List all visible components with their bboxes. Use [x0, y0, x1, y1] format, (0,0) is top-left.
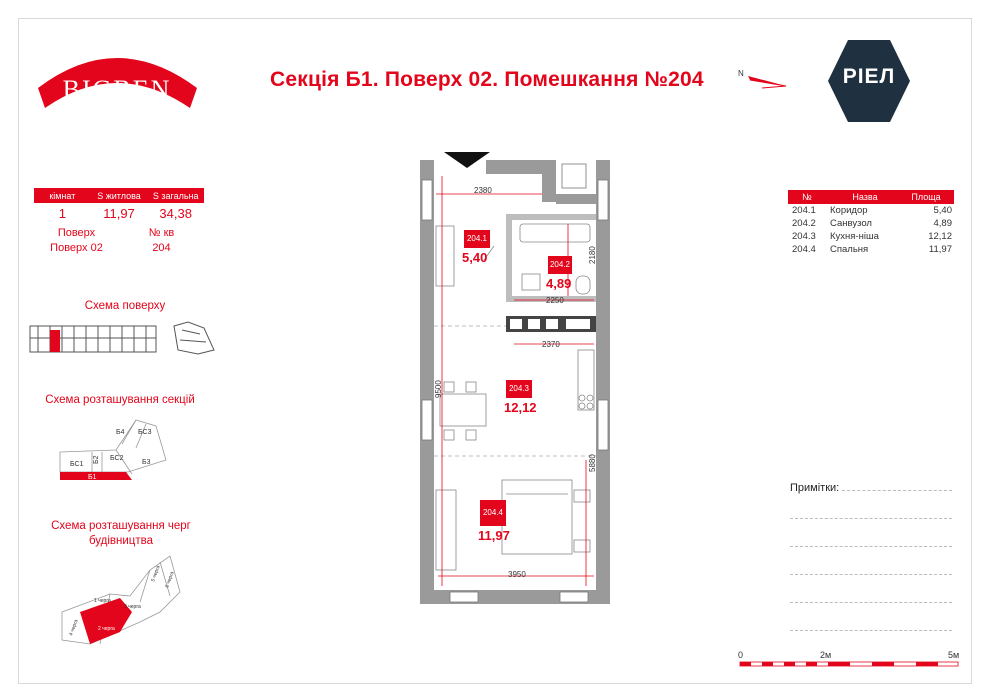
rooms-table [788, 190, 954, 256]
summary-header [34, 188, 204, 203]
rooms-header-name: Назва [852, 192, 878, 202]
bigben-logo-text: BIGBEN [62, 75, 172, 104]
section-label-bs1: БС1 [70, 461, 84, 468]
apartment-number-value: 204 [152, 242, 171, 254]
room-name: Спальня [830, 244, 869, 255]
entrance-arrow-icon [444, 152, 490, 168]
summary-total-value: 34,38 [159, 206, 192, 221]
stage-label-6: 6 черга [164, 570, 176, 589]
room-area: 5,40 [933, 205, 952, 216]
note-line [790, 574, 952, 575]
note-line [790, 602, 952, 603]
note-line [842, 490, 952, 491]
stage-label-2: 2 черга [98, 626, 115, 632]
apartment-summary [34, 188, 204, 254]
rooms-header-number: № [802, 192, 812, 202]
note-line [790, 518, 952, 519]
notes-label: Примітки: [790, 482, 840, 494]
summary-header-rooms: кімнат [49, 190, 76, 201]
north-arrow-icon [738, 66, 790, 96]
summary-header-total: S загальна [152, 190, 199, 201]
stage-label-5: 5 черга [150, 564, 162, 583]
table-row [788, 243, 954, 256]
table-row [788, 204, 954, 217]
floor-scheme-diagram [28, 320, 218, 356]
room-area: 4,89 [933, 218, 952, 229]
room-name: Санвузол [830, 218, 872, 229]
riel-logo-text: РІЕЛ [842, 65, 896, 88]
room-tag-204-2: 204.2 [548, 256, 572, 274]
page-title: Секція Б1. Поверх 02. Помешкання №204 [270, 68, 704, 91]
stages-scheme-title: Схема розташування черг будівництва [51, 520, 191, 547]
summary-floor-apt [34, 242, 204, 254]
floor-label: Поверх [57, 227, 96, 239]
apartment-number-label: № кв [148, 227, 175, 239]
dim-bedroom-width: 3950 [508, 570, 526, 579]
sections-scheme-title: Схема розташування секцій [45, 394, 195, 406]
sections-scheme-diagram [56, 410, 176, 490]
room-name: Коридор [830, 205, 868, 216]
table-row [788, 230, 954, 243]
floor-scheme-title: Схема поверху [84, 300, 166, 312]
room-area-204-2: 4,89 [546, 276, 572, 291]
section-label-bs3: БС3 [138, 429, 152, 436]
section-label-b3: Б3 [142, 459, 151, 466]
section-label-b2: Б2 [93, 455, 100, 464]
rooms-table-header [788, 190, 954, 204]
room-number: 204.3 [792, 231, 816, 242]
dim-top-width: 2380 [474, 186, 492, 195]
scale-bar [738, 650, 962, 680]
room-tag-204-3: 204.3 [506, 380, 532, 398]
room-area: 12,12 [928, 231, 952, 242]
dim-bath-height: 2180 [588, 246, 597, 264]
stage-label-1: 1 черга [94, 598, 111, 604]
room-area-204-4: 11,97 [478, 528, 510, 543]
stages-scheme-diagram [60, 552, 190, 648]
stage-label-4: 4 черга [68, 618, 80, 637]
room-number: 204.2 [792, 218, 816, 229]
room-tag-204-4: 204.4 [480, 500, 506, 526]
dim-bedroom-length: 5880 [588, 454, 597, 472]
summary-rooms-value: 1 [58, 206, 66, 221]
room-area-204-1: 5,40 [462, 250, 488, 265]
summary-labels [34, 227, 204, 239]
room-area: 11,97 [928, 244, 952, 255]
scale-mid-label: 2м [820, 650, 832, 660]
table-row [788, 217, 954, 230]
floor-scheme-highlight [50, 330, 60, 352]
summary-living-value: 11,97 [103, 206, 135, 221]
floor-value: Поверх 02 [50, 242, 103, 254]
note-line [790, 546, 952, 547]
bigben-logo [30, 38, 205, 118]
scale-start-label: 0 [738, 650, 744, 660]
section-label-b1: Б1 [88, 474, 97, 481]
rooms-header-area: Площа [911, 192, 941, 202]
north-label: N [738, 69, 744, 78]
summary-header-living: S житлова [97, 190, 141, 201]
scale-end-label: 5м [948, 650, 960, 660]
section-label-bs2: БС2 [110, 455, 124, 462]
dim-kitchen-width: 2370 [542, 340, 560, 349]
room-number: 204.1 [792, 205, 816, 216]
section-label-b4: Б4 [116, 429, 125, 436]
room-name: Кухня-ніша [830, 231, 879, 242]
room-area-204-3: 12,12 [504, 400, 537, 415]
room-tag-204-1: 204.1 [464, 230, 490, 248]
room-number: 204.4 [792, 244, 816, 255]
note-line [790, 630, 952, 631]
dim-total-length: 9500 [434, 380, 443, 398]
stage-label-3: 3 черга [124, 604, 141, 610]
dim-bath-width: 2250 [546, 296, 564, 305]
summary-values [34, 206, 204, 221]
